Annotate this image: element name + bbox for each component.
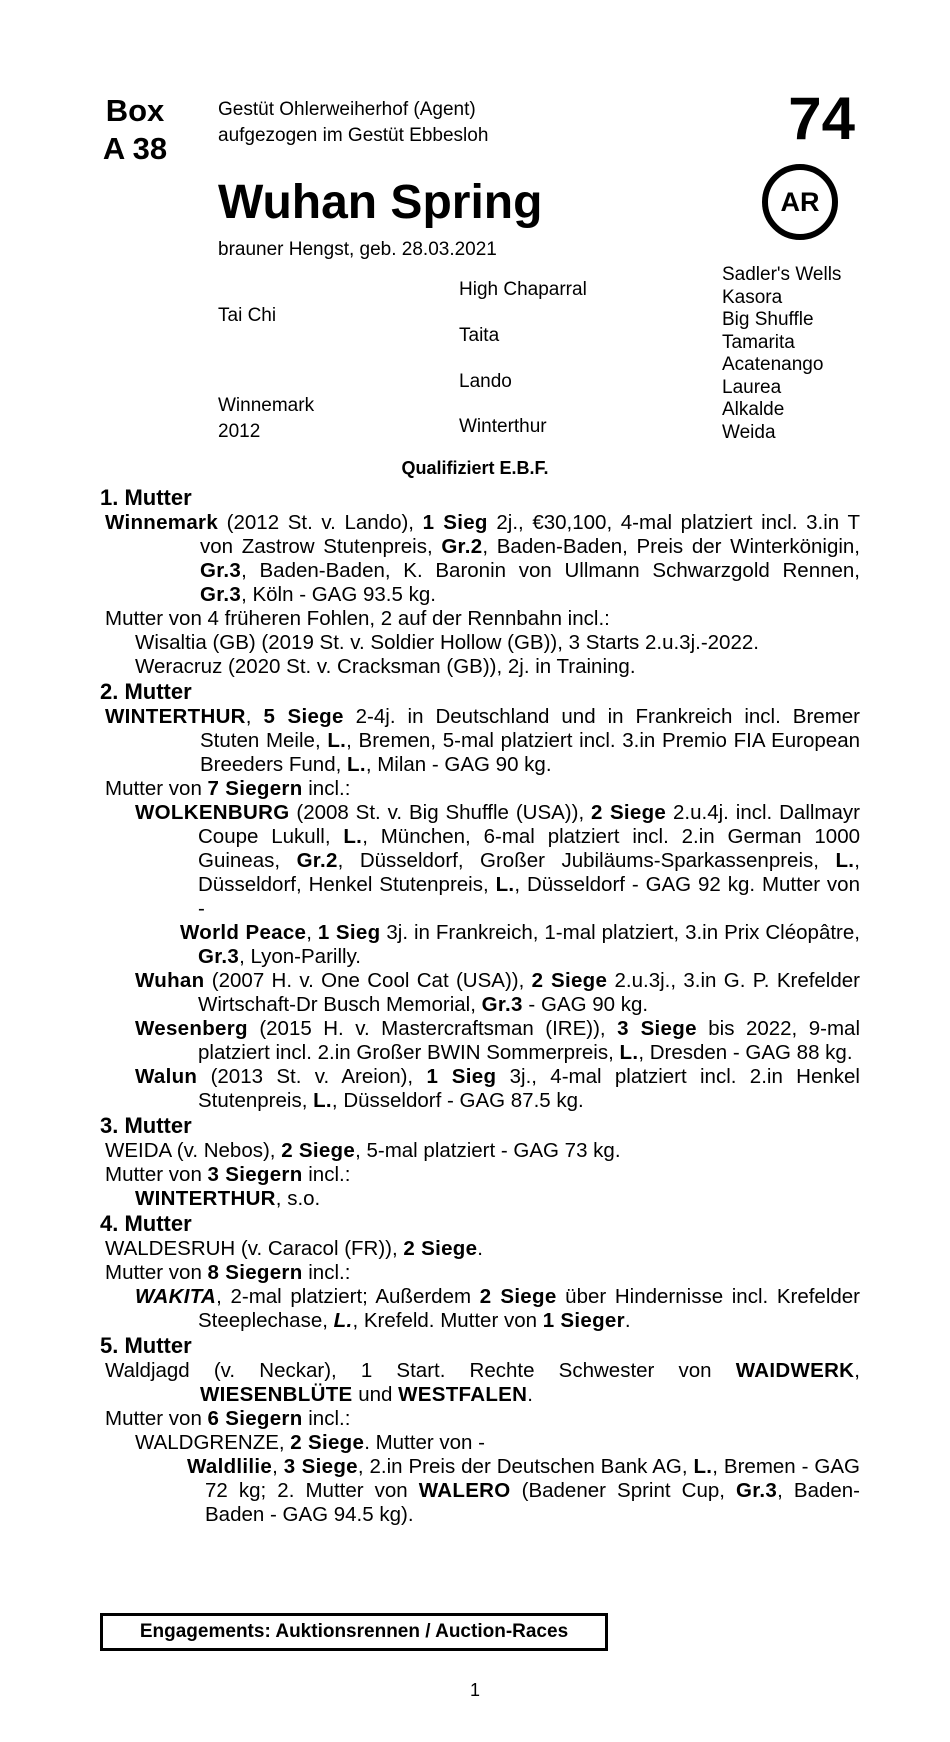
section-title-mutter-5: 5. Mutter [100,1333,192,1358]
mutter-3-offspring-intro [100,1163,860,1187]
horse-name: WALERO [418,1479,511,1502]
grade: Gr.3 [198,945,240,968]
text: , Düsseldorf - GAG 92 kg. Mutter von - [198,873,860,920]
text: Mutter von [105,1261,208,1284]
horse-name: Wuhan Spring [218,176,543,229]
box-word: Box [105,93,165,128]
text: 2.u.4j. incl. Dallmayr Coupe Lukull, [198,801,860,848]
text: . [527,1383,533,1406]
engagements-text: Engagements: Auktionsrennen / Auction-Races [139,1621,569,1642]
mutter-1-record [100,511,860,607]
horse-name: Wuhan [135,969,205,992]
offspring-wakita [100,1285,860,1333]
pedigree-gen2-3: Lando [459,371,512,392]
pedigree-gen2-1: High Chaparral [459,279,587,300]
offspring-winterthur [100,1187,860,1211]
horse-name: Walun [135,1065,198,1088]
text: WEIDA (v. Nebos), [105,1139,282,1162]
box-label [100,92,170,168]
wins: 3 Siege [617,1017,697,1040]
wins: 5 Siege [263,705,344,728]
text: . [624,1309,631,1332]
text: Waldjagd (v. Neckar), 1 Start. Rechte Schwester von [105,1359,736,1382]
text: Mutter von [105,1163,208,1186]
winners: 1 Sieger [542,1309,625,1332]
grade: Gr.3 [736,1479,778,1502]
grade: Gr.2 [441,535,483,558]
pedigree-gen3-6: Laurea [722,376,782,398]
text: Mutter von [105,1407,208,1430]
wins: 2 Siege [479,1285,557,1308]
breeder-info [218,97,488,149]
section-title-mutter-1: 1. Mutter [100,485,192,510]
mutter-4-record [100,1237,860,1261]
horse-name: WINTERTHUR [135,1187,276,1210]
wins: 1 Sieg [317,921,381,944]
pedigree-gen3-1: Sadler's Wells [722,264,842,285]
text: über Hindernisse incl. Krefelder Steeplechase, [198,1285,861,1332]
winners: 6 Siegern [207,1407,303,1430]
text: und [352,1383,399,1406]
mutter-2-offspring-intro [100,777,860,801]
text: , München, 6-mal platziert incl. 2.in German 1000 Guineas, [198,825,861,872]
mutter-1-foal-2: Weracruz (2020 St. v. Cracksman (GB)), 2j. in Training. [135,655,636,678]
ar-badge-text: AR [780,186,820,217]
text: , Baden-Baden, K. Baronin von Ullmann Schwarzgold Rennen, [241,559,860,582]
pedigree-gen2-4: Winterthur [459,416,547,437]
wins: 1 Sieg [422,511,488,534]
text: , Düsseldorf, Henkel Stutenpreis, [198,849,860,896]
pedigree-gen3-2: Kasora [722,286,783,308]
text: , Baden-Baden - GAG 94.5 kg). [205,1479,860,1526]
winners: 3 Siegern [207,1163,303,1186]
offspring-wolkenburg [100,801,860,921]
text: incl.: [302,1163,351,1186]
wins: 2 Siege [403,1237,478,1260]
offspring-wesenberg [100,1017,860,1065]
lot-number: 74 [788,85,855,152]
text: bis 2022, 9-mal platziert incl. 2.in Großer BWIN Sommerpreis, [198,1017,861,1064]
mutter-2-name: WINTERTHUR [105,705,246,728]
mutter-1-foal-1: Wisaltia (GB) (2019 St. v. Soldier Hollow (GB)), 3 Starts 2.u.3j.-2022. [135,631,759,654]
wins: 2 Siege [591,801,667,824]
horse-description: brauner Hengst, geb. 28.03.2021 [218,239,497,260]
pedigree-gen3 [722,264,841,444]
mutter-1-name: Winnemark [105,511,219,534]
pedigree-sire: Tai Chi [218,305,277,326]
section-title-mutter-4: 4. Mutter [100,1211,192,1236]
mutter-1-offspring-intro: Mutter von 4 früheren Fohlen, 2 auf der Rennbahn incl.: [105,607,610,630]
text: , Krefeld. Mutter von [352,1309,543,1332]
horse-name: WAIDWERK [735,1359,855,1382]
text: incl.: [302,1261,351,1284]
text: , [306,921,318,944]
text: 3j. in Frankreich, 1-mal platziert, 3.in Prix Cléopâtre, [380,921,860,944]
text: (Badener Sprint Cup, [510,1479,737,1502]
pedigree-gen3-4: Tamarita [722,331,795,353]
qualification: Qualifiziert E.B.F. [401,458,549,478]
horse-name: WAKITA [135,1285,217,1308]
page-number: 1 [469,1680,480,1700]
text: , [245,705,264,728]
listed: L. [693,1455,713,1478]
section-title-mutter-3: 3. Mutter [100,1113,192,1138]
text: (2012 St. v. Lando), [218,511,423,534]
text: . [477,1237,483,1260]
section-title-mutter-2: 2. Mutter [100,679,192,704]
mutter-2-record [100,705,860,777]
wins: 2 Siege [290,1431,365,1454]
wins: 2 Siege [281,1139,356,1162]
text: , Köln - GAG 93.5 kg. [241,583,436,606]
text: WALDGRENZE, [135,1431,291,1454]
listed: L. [343,825,363,848]
mutter-4-offspring-intro [100,1261,860,1285]
text: (2007 H. v. One Cool Cat (USA)), [204,969,532,992]
text: 3j., 4-mal platziert incl. 2.in Henkel Stutenpreis, [198,1065,860,1112]
horse-name: World Peace [180,921,307,944]
text: , Lyon-Parilly. [239,945,361,968]
text: , s.o. [275,1187,321,1210]
pedigree-dam-year: 2012 [218,421,261,442]
text: , [272,1455,284,1478]
text: , Dresden - GAG 88 kg. [638,1041,853,1064]
text: WALDESRUH (v. Caracol (FR)), [105,1237,404,1260]
listed: L. [347,753,366,776]
text: . Mutter von - [364,1431,485,1454]
engagements-box [100,1613,608,1651]
pedigree-gen3-7: Alkalde [722,399,785,420]
horse-name: WOLKENBURG [135,801,290,824]
grade: Gr.3 [200,583,242,606]
ar-badge-icon [762,164,838,240]
text: (2015 H. v. Mastercraftsman (IRE)), [247,1017,618,1040]
offspring-waldgrenze [100,1431,860,1455]
text: 2.u.3j., 3.in G. P. Krefelder Wirtschaft-Dr Busch Memorial, [198,969,860,1016]
family-section [100,485,860,1527]
listed: L. [333,1309,353,1332]
text: , Düsseldorf - GAG 87.5 kg. [331,1089,584,1112]
wins: 1 Sieg [426,1065,497,1088]
pedigree-gen3-8: Weida [722,421,776,443]
offspring-wuhan [100,969,860,1017]
offspring-waldlilie [100,1455,860,1527]
horse-name: WESTFALEN [398,1383,528,1406]
text: , Milan - GAG 90 kg. [365,753,552,776]
grade: Gr.2 [296,849,338,872]
text: incl.: [302,1407,351,1430]
pedigree-gen3-5: Acatenango [722,354,824,375]
horse-name: Wesenberg [135,1017,248,1040]
pedigree-gen2-2: Taita [459,325,500,346]
wins: 2 Siege [531,969,608,992]
pedigree-dam: Winnemark [218,395,315,416]
text: incl.: [302,777,351,800]
text: Mutter von [105,777,208,800]
text: - GAG 90 kg. [522,993,649,1016]
mutter-3-record [100,1139,860,1163]
winners: 7 Siegern [207,777,303,800]
wins: 3 Siege [283,1455,358,1478]
text: , 2.in Preis der Deutschen Bank AG, [357,1455,694,1478]
grade: Gr.3 [200,559,242,582]
horse-name: Waldlilie [187,1455,273,1478]
mutter-5-record [100,1359,860,1407]
listed: L. [313,1089,332,1112]
listed: L. [327,729,347,752]
listed: L. [495,873,515,896]
text: , 2-mal platziert; Außerdem [216,1285,480,1308]
offspring-walun [100,1065,860,1113]
text: (2008 St. v. Big Shuffle (USA)), [289,801,592,824]
grade: Gr.3 [481,993,523,1016]
offspring-world-peace [100,921,860,969]
horse-name: WIESENBLÜTE [200,1383,353,1406]
text: , Bremen, 5-mal platziert incl. 3.in Premio FIA European Breeders Fund, [200,729,861,776]
text: 2j., €30,100, 4-mal platziert incl. 3.in T von Zastrow Stutenpreis, [200,511,860,558]
text: , [854,1359,860,1382]
box-number: A 38 [102,131,168,166]
breeder-line-1: Gestüt Ohlerweiherhof (Agent) [218,99,476,120]
text: (2013 St. v. Areion), [197,1065,427,1088]
text: 2-4j. in Deutschland und in Frankreich incl. Bremer Stuten Meile, [200,705,860,752]
text: , Düsseldorf, Großer Jubiläums-Sparkassenpreis, [337,849,836,872]
mutter-5-offspring-intro [100,1407,860,1431]
listed: L. [619,1041,639,1064]
winners: 8 Siegern [207,1261,303,1284]
text: , Bremen - GAG 72 kg; 2. Mutter von [205,1455,860,1502]
text: , 5-mal platziert - GAG 73 kg. [355,1139,621,1162]
text: , Baden-Baden, Preis der Winterkönigin, [482,535,861,558]
listed: L. [835,849,855,872]
breeder-line-2: aufgezogen im Gestüt Ebbesloh [218,125,489,146]
pedigree-gen3-3: Big Shuffle [722,309,814,330]
